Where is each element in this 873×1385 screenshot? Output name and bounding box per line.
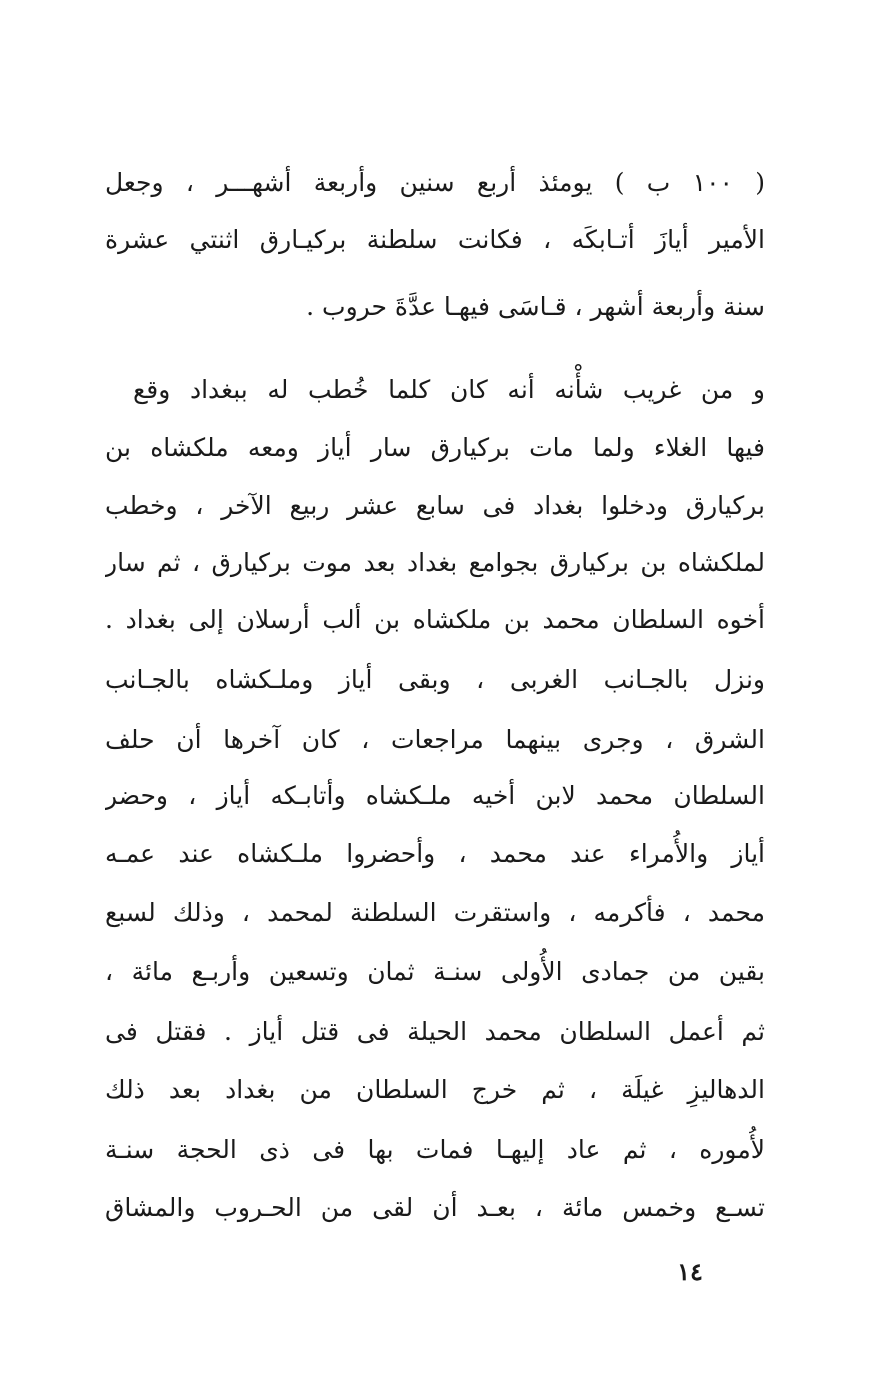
text-line: أياز والأُمراء عند محمد ، وأحضروا ملـكشاه عند عمـه bbox=[105, 839, 765, 868]
text-line: أخوه السلطان محمد بن ملكشاه بن ألب أرسلان إلى بغداد . bbox=[105, 605, 765, 634]
text-line: الدهاليزِ غيلَة ، ثم خرج السلطان من بغداد بعد ذلك bbox=[105, 1075, 765, 1104]
page-number: ١٤ bbox=[677, 1257, 703, 1286]
text-line: لملكشاه بن بركيارق بجوامع بغداد بعد موت بركيارق ، ثم سار bbox=[105, 548, 765, 577]
text-line: بقين من جمادى الأُولى سنـة ثمان وتسعين وأربـع مائة ، bbox=[105, 957, 765, 986]
text-line: و من غريب شأْنه أنه كان كلما خُطب له ببغداد وقع bbox=[133, 375, 765, 404]
text-line: ونزل بالجـانب الغربى ، وبقى أياز وملـكشاه بالجـانب bbox=[105, 665, 765, 694]
text-line: ثم أعمل السلطان محمد الحيلة فى قتل أياز . فقتل فى bbox=[105, 1017, 765, 1046]
text-line: الأمير أيازَ أتـابكَه ، فكانت سلطنة بركيـارق اثنتي عشرة bbox=[105, 225, 765, 254]
text-line: ( ١٠٠ ب ) يومئذ أربع سنين وأربعة أشهـــر ، وجعل bbox=[105, 168, 765, 197]
text-line: لأُموره ، ثم عاد إليهـا فمات بها فى ذى الحجة سنـة bbox=[105, 1135, 765, 1164]
text-line: بركيارق ودخلوا بغداد فى سابع عشر ربيع الآخر ، وخطب bbox=[105, 491, 765, 520]
text-line: سنة وأربعة أشهر ، قـاسَى فيهـا عدَّةَ حروب . bbox=[306, 292, 765, 321]
text-line: محمد ، فأكرمه ، واستقرت السلطنة لمحمد ، وذلك لسبع bbox=[105, 898, 765, 927]
text-line: فيها الغلاء ولما مات بركيارق سار أياز ومعه ملكشاه بن bbox=[105, 433, 765, 462]
text-line: تسـع وخمس مائة ، بعـد أن لقى من الحـروب والمشاق bbox=[105, 1193, 765, 1222]
text-line: السلطان محمد لابن أخيه ملـكشاه وأتابـكه أياز ، وحضر bbox=[105, 781, 765, 810]
text-line: الشرق ، وجرى بينهما مراجعات ، كان آخرها أن حلف bbox=[105, 725, 765, 754]
